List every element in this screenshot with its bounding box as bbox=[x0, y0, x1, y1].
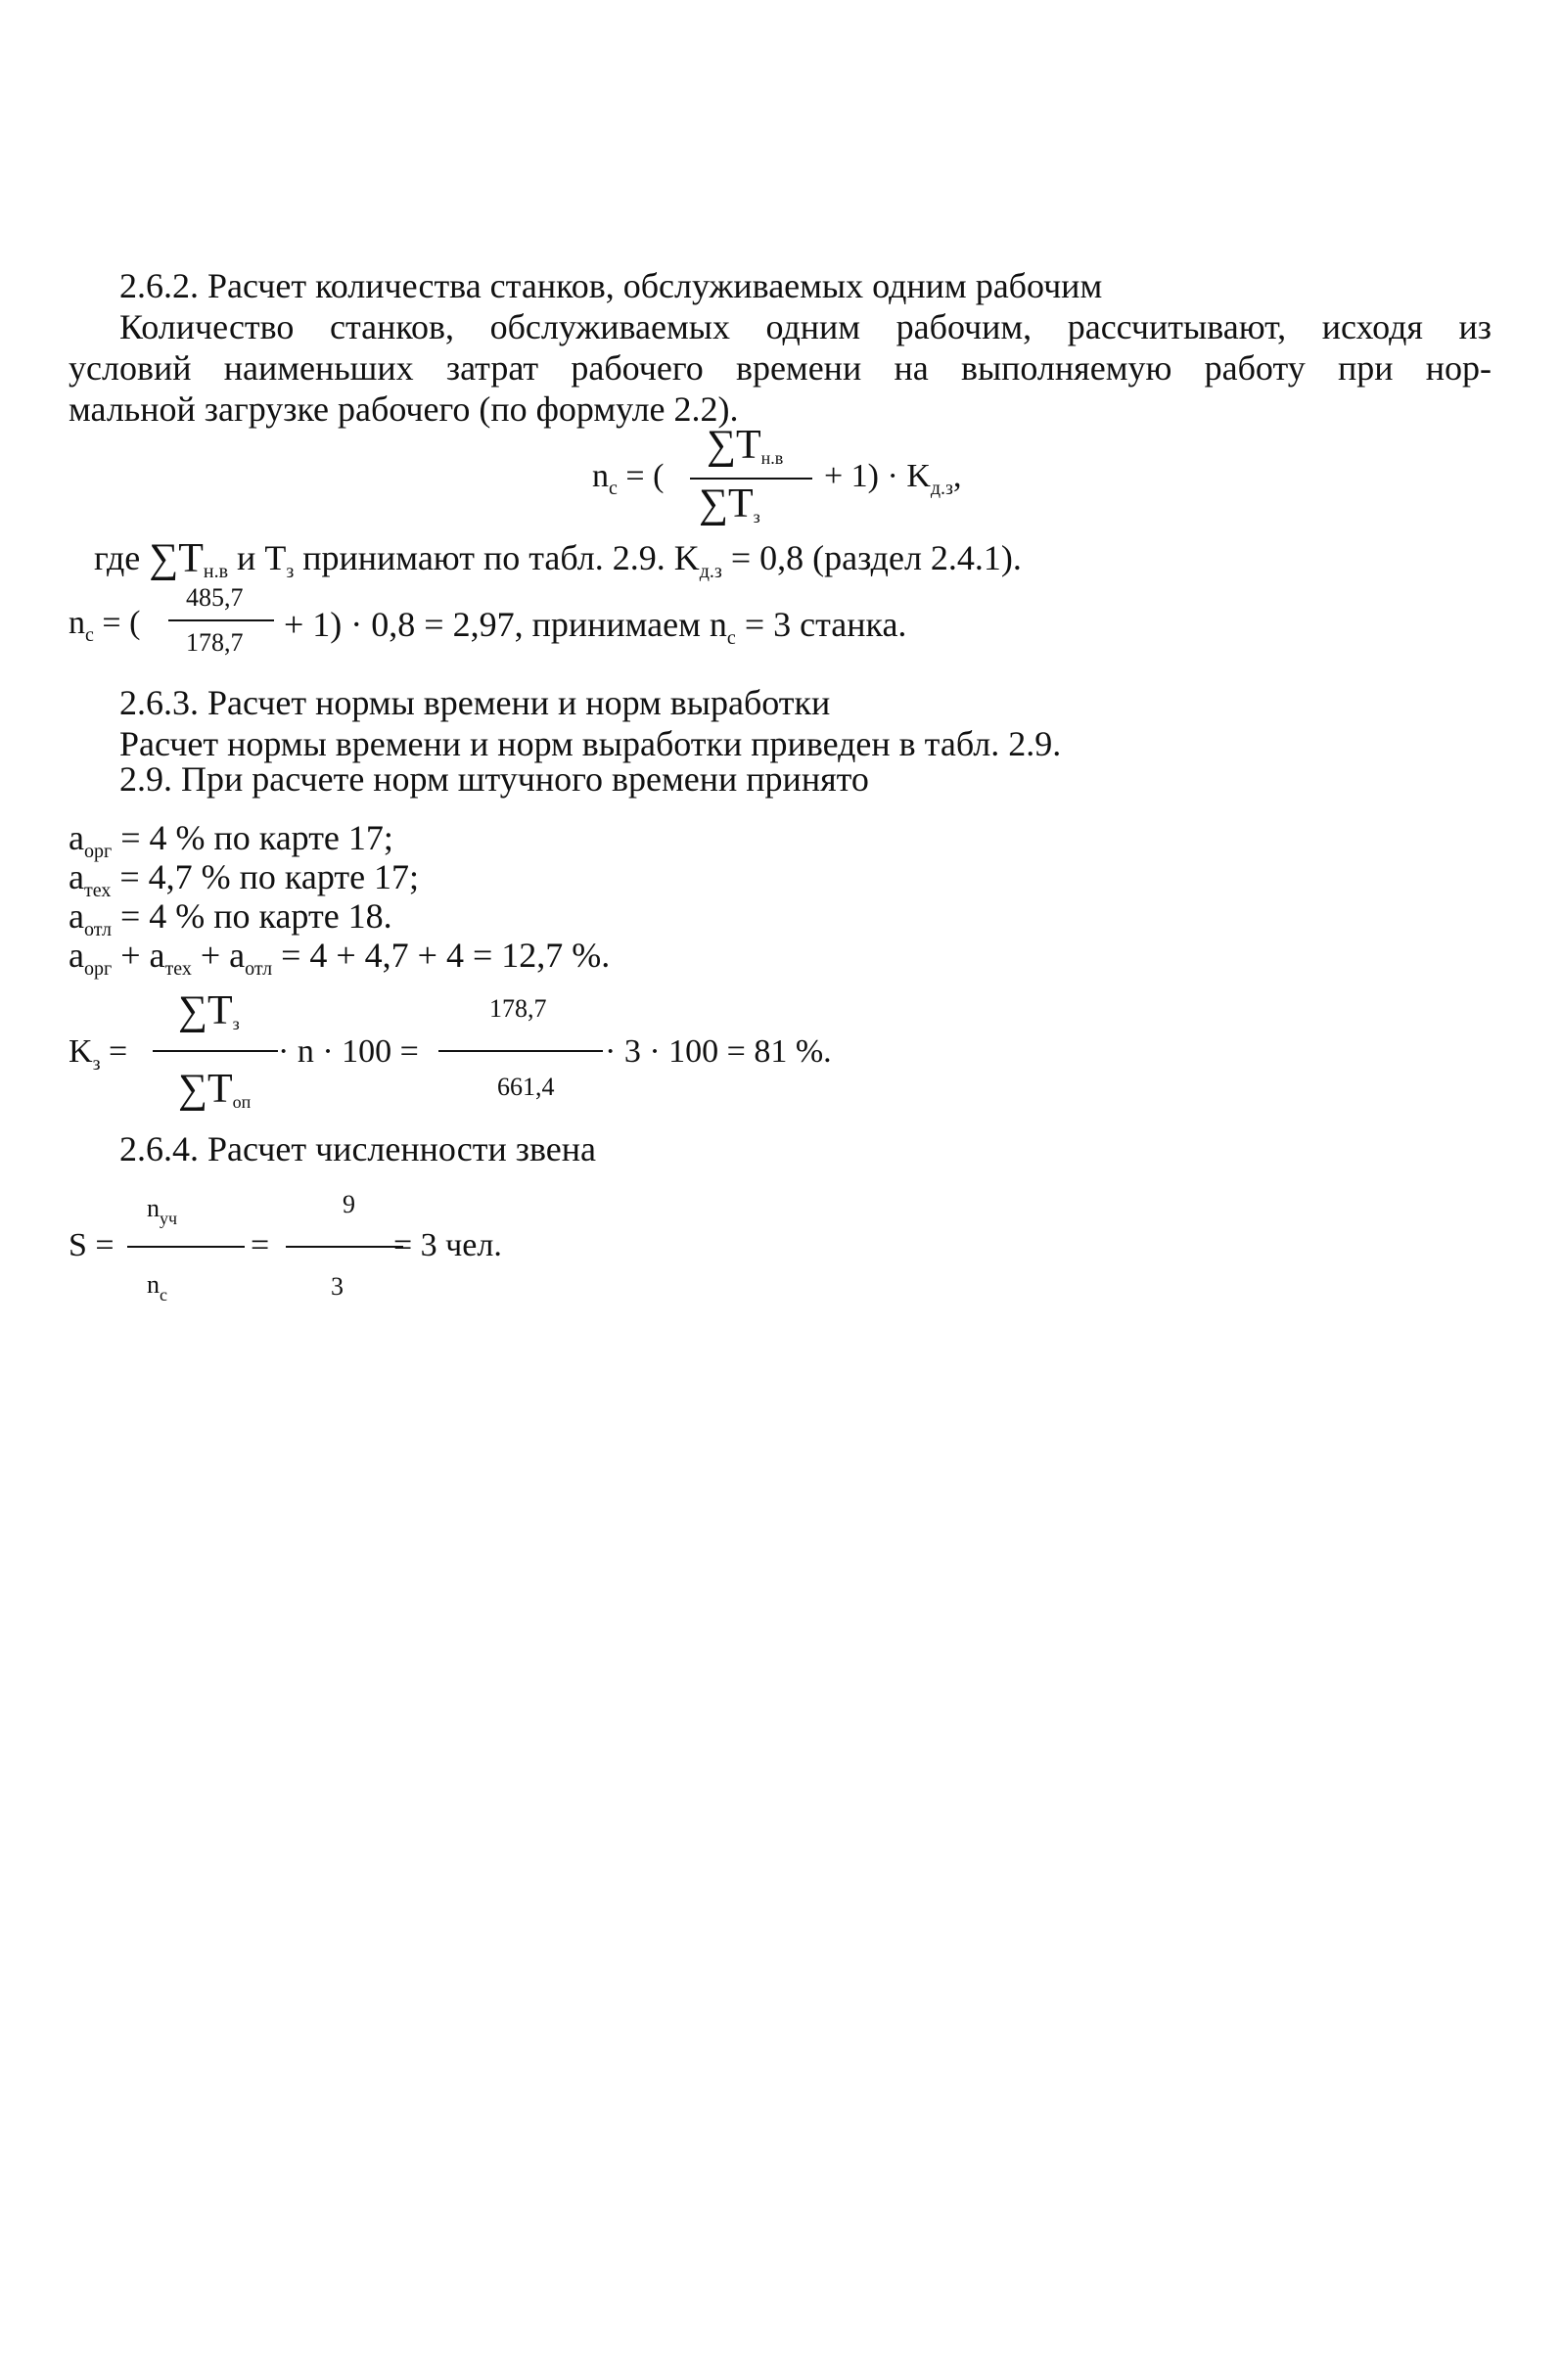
s-denominator: $n_с$ bbox=[147, 1270, 167, 1304]
formula-lhs: $n_с$ = ( bbox=[592, 458, 665, 499]
kz-denominator: $\sum T_{оп}$ bbox=[178, 1067, 252, 1112]
kz-numerator: $\sum T_з$ bbox=[178, 988, 240, 1033]
fraction-bar bbox=[690, 478, 812, 480]
paragraph-line: Расчет нормы времени и норм выработки приведен в табл. 2.9. bbox=[119, 724, 1062, 763]
s-numerator-value: 9 bbox=[343, 1190, 355, 1218]
s-denominator-value: 3 bbox=[331, 1272, 344, 1301]
paragraph-line: 2.9. При расчете норм штучного времени принято bbox=[119, 759, 869, 799]
nc-numerator: 485,7 bbox=[186, 583, 244, 612]
section-heading-2-6-2: 2.6.2. Расчет количества станков, обслуживаемых одним рабочим bbox=[119, 266, 1103, 305]
formula-denominator: $\sum T_з$ bbox=[699, 481, 760, 526]
fraction-bar bbox=[438, 1050, 603, 1052]
kz-rhs: · 3 · 100 = 81 %. bbox=[605, 1033, 832, 1070]
allowance-org: $a_{орг} = 4$ % по карте 17; bbox=[69, 818, 393, 862]
section-heading-2-6-4: 2.6.4. Расчет численности звена bbox=[119, 1129, 597, 1168]
nc-denominator: 178,7 bbox=[186, 628, 244, 657]
allowance-tech: $a_{тех} = 4,7$ % по карте 17; bbox=[69, 857, 420, 901]
nc-rhs: + 1) · 0,8 = 2,97, принимаем $n_с = 3$ станка. bbox=[284, 605, 907, 649]
s-rhs: = 3 чел. bbox=[393, 1227, 502, 1263]
where-line: где $\sum T_{н.в}$ и $T_з$ принимают по табл. 2.9. $K_{д.з} = 0,8$ (раздел 2.4.1). bbox=[94, 536, 1022, 582]
fraction-bar bbox=[286, 1246, 403, 1248]
s-eq: = bbox=[251, 1227, 270, 1263]
formula-numerator: $\sum T_{н.в}$ bbox=[707, 423, 784, 468]
allowance-sum: $a_{орг} + a_{тех} + a_{отл} = 4 + 4,7 + 4 = 12,7$ %. bbox=[69, 936, 611, 980]
fraction-bar bbox=[127, 1246, 245, 1248]
kz-lhs: $K_з$ = bbox=[69, 1033, 128, 1075]
s-numerator: $n_{уч}$ bbox=[147, 1194, 178, 1228]
s-lhs: S = bbox=[69, 1227, 115, 1263]
allowance-rest: $a_{отл} = 4$ % по карте 18. bbox=[69, 896, 392, 940]
paragraph-line-2: условий наименьших затрат рабочего времени на выполняемую работу при нор- bbox=[69, 348, 1492, 388]
fraction-bar bbox=[168, 619, 274, 621]
kz-numerator-value: 178,7 bbox=[489, 994, 547, 1023]
section-heading-2-6-3: 2.6.3. Расчет нормы времени и норм выработки bbox=[119, 683, 831, 722]
paragraph-line-3: мальной загрузке рабочего (по формуле 2.2). bbox=[69, 389, 739, 429]
formula-rhs: + $1) \cdot K_{д.з}$, bbox=[824, 458, 962, 499]
kz-denominator-value: 661,4 bbox=[497, 1073, 555, 1101]
kz-middle: · n · 100 = bbox=[278, 1033, 419, 1070]
nc-lhs: $n_с$ = ( bbox=[69, 605, 141, 646]
fraction-bar bbox=[153, 1050, 278, 1052]
paragraph-line-1: Количество станков, обслуживаемых одним рабочим, рассчитывают, исходя из bbox=[119, 307, 1492, 346]
